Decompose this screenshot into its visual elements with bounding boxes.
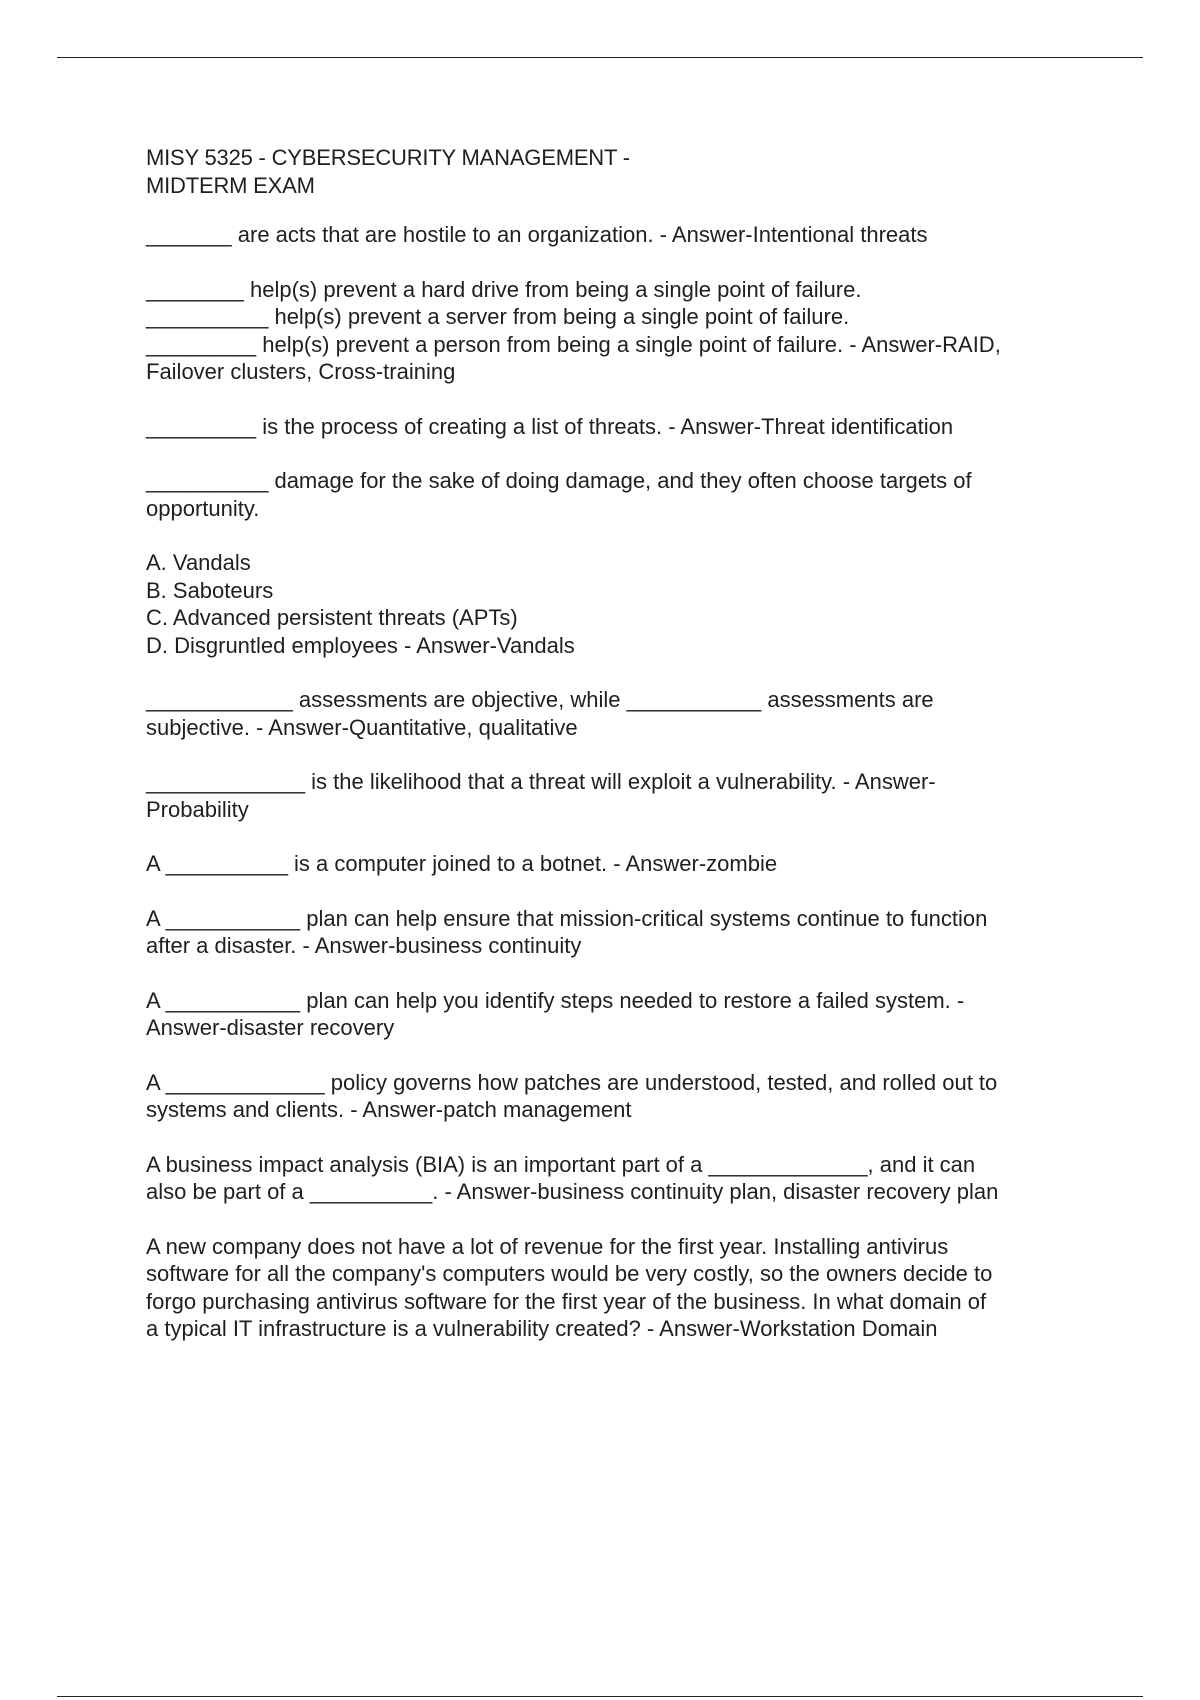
qa-line: forgo purchasing antivirus software for the first year of the business. In what domain of <box>146 1288 987 1314</box>
qa-item <box>146 987 1096 1042</box>
qa-line: _________ help(s) prevent a person from being a single point of failure. - Answer-RAID, <box>146 331 1001 357</box>
qa-item <box>146 686 1096 741</box>
qa-line: Probability <box>146 796 249 822</box>
option-b: B. Saboteurs <box>146 577 274 603</box>
page-title <box>146 144 1096 199</box>
option-d: D. Disgruntled employees - Answer-Vandals <box>146 632 575 658</box>
qa-line: subjective. - Answer-Quantitative, qualitative <box>146 714 578 740</box>
qa-line: _____________ is the likelihood that a threat will exploit a vulnerability. - Answer- <box>146 769 936 794</box>
qa-item <box>146 467 1096 522</box>
qa-item <box>146 1233 1096 1343</box>
qa-line: after a disaster. - Answer-business continuity <box>146 933 582 958</box>
qa-line: ____________ assessments are objective, while ___________ assessments are <box>146 687 934 712</box>
qa-line: A _____________ policy governs how patches are understood, tested, and rolled out to <box>146 1069 998 1095</box>
qa-line: also be part of a __________. - Answer-business continuity plan, disaster recovery plan <box>146 1179 999 1204</box>
qa-line: systems and clients. - Answer-patch management <box>146 1097 632 1122</box>
qa-line: A business impact analysis (BIA) is an important part of a _____________, and it can <box>146 1151 976 1177</box>
option-a: A. Vandals <box>146 550 251 575</box>
title-line: MISY 5325 - CYBERSECURITY MANAGEMENT - <box>146 145 630 170</box>
qa-item <box>146 1069 1096 1124</box>
qa-line: __________ damage for the sake of doing damage, and they often choose targets of <box>146 468 972 493</box>
qa-line: _________ is the process of creating a list of threats. - Answer-Threat identification <box>146 413 954 439</box>
qa-line: A ___________ plan can help ensure that mission-critical systems continue to function <box>146 905 988 931</box>
qa-item <box>146 276 1096 386</box>
qa-item <box>146 768 1096 823</box>
qa-line: Failover clusters, Cross-training <box>146 359 456 384</box>
qa-item <box>146 905 1096 960</box>
qa-line: opportunity. <box>146 495 260 521</box>
bottom-rule <box>57 1696 1143 1697</box>
qa-item <box>146 1151 1096 1206</box>
qa-item <box>146 413 1096 441</box>
top-rule <box>57 57 1143 58</box>
qa-line: A __________ is a computer joined to a botnet. - Answer-zombie <box>146 851 778 876</box>
qa-line: A new company does not have a lot of revenue for the first year. Installing antivirus <box>146 1233 949 1259</box>
qa-options <box>146 549 1096 659</box>
qa-line: A ___________ plan can help you identify steps needed to restore a failed system. - <box>146 987 965 1013</box>
qa-line: _______ are acts that are hostile to an organization. - Answer-Intentional threats <box>146 222 928 247</box>
option-c: C. Advanced persistent threats (APTs) <box>146 605 518 630</box>
qa-line: __________ help(s) prevent a server from being a single point of failure. <box>146 304 850 329</box>
title-line: MIDTERM EXAM <box>146 172 315 198</box>
qa-item <box>146 221 1096 249</box>
qa-line: a typical IT infrastructure is a vulnerability created? - Answer-Workstation Domain <box>146 1316 938 1341</box>
qa-item <box>146 850 1096 878</box>
qa-line: software for all the company's computers would be very costly, so the owners decide to <box>146 1261 993 1286</box>
document-body <box>146 144 1096 1370</box>
qa-line: ________ help(s) prevent a hard drive from being a single point of failure. <box>146 276 862 302</box>
qa-line: Answer-disaster recovery <box>146 1015 395 1040</box>
